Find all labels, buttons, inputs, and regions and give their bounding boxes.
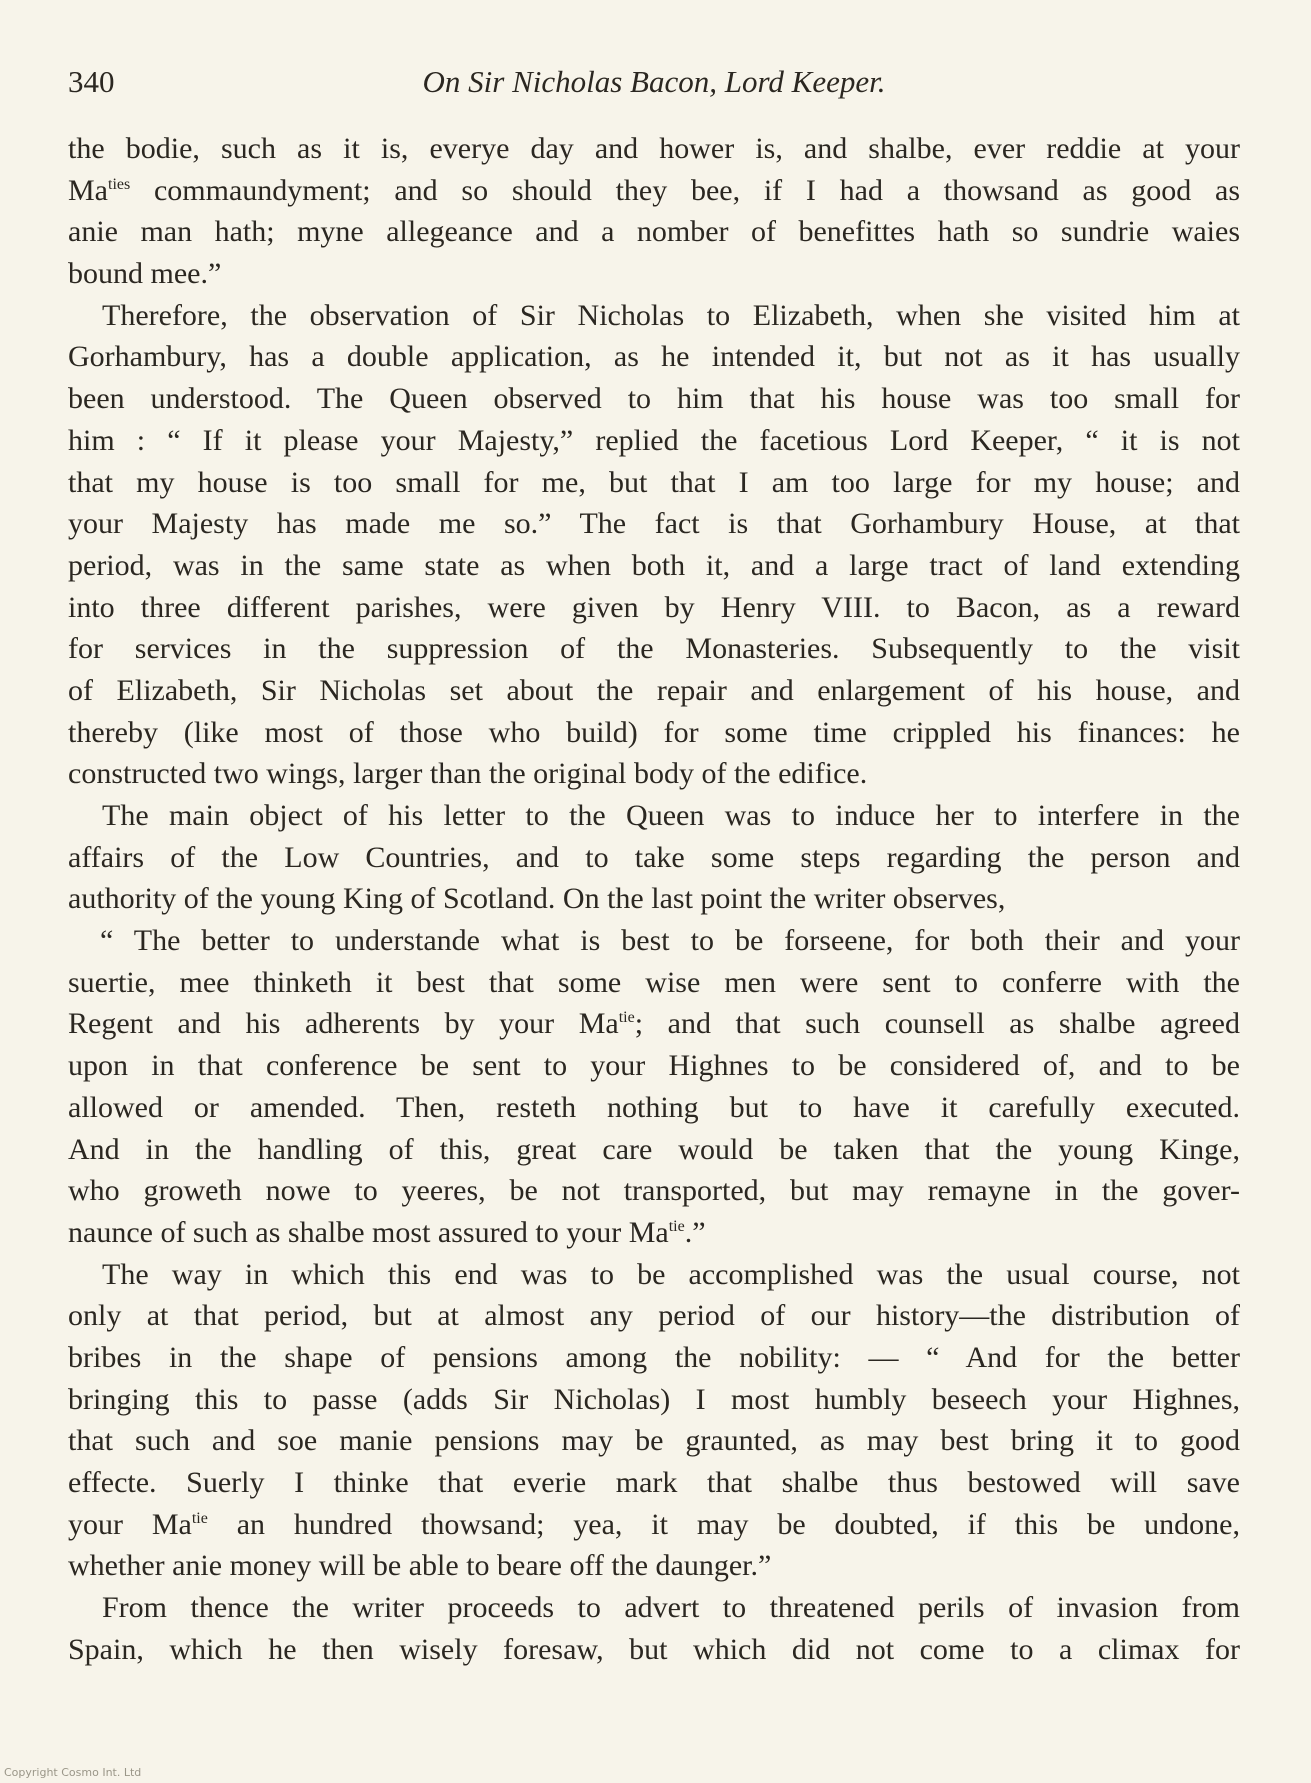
line-text: affairs of the Low Countries, and to take some steps regarding the person and: [68, 840, 1240, 874]
line-text: suertie, mee thinketh it best that some wise men were sent to conferre with the: [68, 965, 1240, 999]
text-line: [68, 1504, 1240, 1546]
text-line: [68, 545, 1240, 587]
text-line: [68, 378, 1240, 420]
line-text: The main object of his letter to the Queen was to induce her to interfere in the: [102, 799, 1240, 832]
text-line: [68, 170, 1240, 212]
line-text: your Ma: [68, 1507, 192, 1541]
line-text: bound mee.”: [68, 257, 222, 291]
superscript-abbrev: tie: [668, 1217, 685, 1235]
text-line: [68, 295, 1240, 337]
line-text: into three different parishes, were given by Henry VIII. to Bacon, as a reward: [68, 590, 1240, 624]
superscript-abbrev: ties: [108, 175, 131, 193]
text-line: [68, 1045, 1240, 1087]
line-text: who groweth nowe to yeeres, be not transported, but may remayne in the gover-: [68, 1174, 1240, 1208]
line-text: Ma: [68, 173, 108, 207]
line-text: him : “ If it please your Majesty,” replied the facetious Lord Keeper, “ it is not: [68, 423, 1240, 457]
line-text-after: an hundred thowsand; yea, it may be doubted, if this be undone,: [207, 1507, 1240, 1541]
line-text-after: ; and that such counsell as shalbe agreed: [634, 1007, 1240, 1041]
line-text: period, was in the same state as when both it, and a large tract of land extending: [68, 548, 1240, 582]
text-line: [68, 628, 1240, 670]
text-line: [68, 420, 1240, 462]
line-text: Spain, which he then wisely foresaw, but which did not come to a climax for: [68, 1632, 1240, 1666]
line-text-after: commaundyment; and so should they bee, if I had a thowsand as good as: [130, 173, 1240, 207]
line-text: that my house is too small for me, but that I am too large for my house; and: [68, 465, 1240, 499]
text-line: [68, 1545, 1240, 1587]
line-text: whether anie money will be able to beare off the daunger.”: [68, 1549, 772, 1583]
copyright-watermark: Copyright Cosmo Int. Ltd: [4, 1766, 142, 1779]
line-text: bribes in the shape of pensions among the nobility: — “ And for the better: [68, 1340, 1240, 1374]
text-line: [68, 962, 1240, 1004]
line-text: only at that period, but at almost any period of our history—the distribution of: [68, 1299, 1240, 1333]
text-line: [68, 462, 1240, 504]
text-line: [68, 1587, 1240, 1629]
body-text: [68, 128, 1240, 1670]
line-text: constructed two wings, larger than the original body of the edifice.: [68, 757, 868, 791]
text-line: [68, 1337, 1240, 1379]
running-title: On Sir Nicholas Bacon, Lord Keeper.: [422, 64, 886, 99]
text-line: [68, 837, 1240, 879]
line-text: Therefore, the observation of Sir Nicholas to Elizabeth, when she visited him at: [102, 298, 1240, 332]
text-line: [68, 253, 1240, 295]
line-text: allowed or amended. Then, resteth nothing but to have it carefully executed.: [68, 1090, 1240, 1124]
line-text: “ The better to understande what is best to be forseene, for both their and your: [100, 924, 1240, 958]
text-line: [68, 795, 1240, 837]
text-line: [68, 1254, 1240, 1296]
text-line: [68, 1170, 1240, 1212]
line-text: And in the handling of this, great care would be taken that the young Kinge,: [68, 1132, 1240, 1166]
text-line: [68, 1420, 1240, 1462]
line-text: thereby (like most of those who build) for some time crippled his finances: he: [68, 715, 1240, 749]
text-line: [68, 878, 1240, 920]
line-text: of Elizabeth, Sir Nicholas set about the repair and enlargement of his house, and: [68, 673, 1240, 707]
line-text: The way in which this end was to be accomplished was the usual course, not: [102, 1257, 1240, 1291]
text-line: [68, 1003, 1240, 1045]
line-text: been understood. The Queen observed to him that his house was too small for: [68, 382, 1240, 416]
text-line: [68, 1212, 1240, 1254]
line-text: effecte. Suerly I thinke that everie mark that shalbe thus bestowed will save: [68, 1466, 1240, 1499]
line-text: for services in the suppression of the Monasteries. Subsequently to the visit: [68, 632, 1240, 666]
text-line: [68, 587, 1240, 629]
superscript-abbrev: tie: [191, 1509, 208, 1527]
text-line: [68, 1629, 1240, 1671]
line-text: authority of the young King of Scotland. On the last point the writer observes,: [68, 882, 1006, 916]
text-line: [68, 712, 1240, 754]
line-text: bringing this to passe (adds Sir Nicholas) I most humbly beseech your Highnes,: [68, 1382, 1240, 1416]
text-line: [68, 336, 1240, 378]
text-line: [68, 1087, 1240, 1129]
text-line: [68, 503, 1240, 545]
superscript-abbrev: tie: [618, 1009, 635, 1027]
text-line: [68, 211, 1240, 253]
text-line: [68, 753, 1240, 795]
text-line: [68, 920, 1240, 962]
text-line: [68, 128, 1240, 170]
text-line: [68, 670, 1240, 712]
text-line: [68, 1129, 1240, 1171]
line-text: Gorhambury, has a double application, as he intended it, but not as it has usually: [68, 340, 1240, 374]
text-line: [68, 1462, 1240, 1504]
line-text-after: .”: [684, 1215, 706, 1249]
line-text: anie man hath; myne allegeance and a nomber of benefittes hath so sundrie waies: [68, 215, 1240, 249]
page-number: 340: [68, 64, 115, 99]
line-text: the bodie, such as it is, everye day and hower is, and shalbe, ever reddie at your: [68, 132, 1240, 165]
line-text: naunce of such as shalbe most assured to your Ma: [68, 1215, 669, 1249]
line-text: upon in that conference be sent to your Highnes to be considered of, and to be: [68, 1049, 1240, 1083]
running-head: [68, 64, 1240, 108]
line-text: that such and soe manie pensions may be graunted, as may best bring it to good: [68, 1424, 1240, 1458]
line-text: your Majesty has made me so.” The fact is that Gorhambury House, at that: [68, 507, 1240, 541]
line-text: From thence the writer proceeds to advert to threatened perils of invasion from: [102, 1591, 1240, 1625]
text-line: [68, 1379, 1240, 1421]
text-line: [68, 1295, 1240, 1337]
line-text: Regent and his adherents by your Ma: [68, 1007, 619, 1041]
